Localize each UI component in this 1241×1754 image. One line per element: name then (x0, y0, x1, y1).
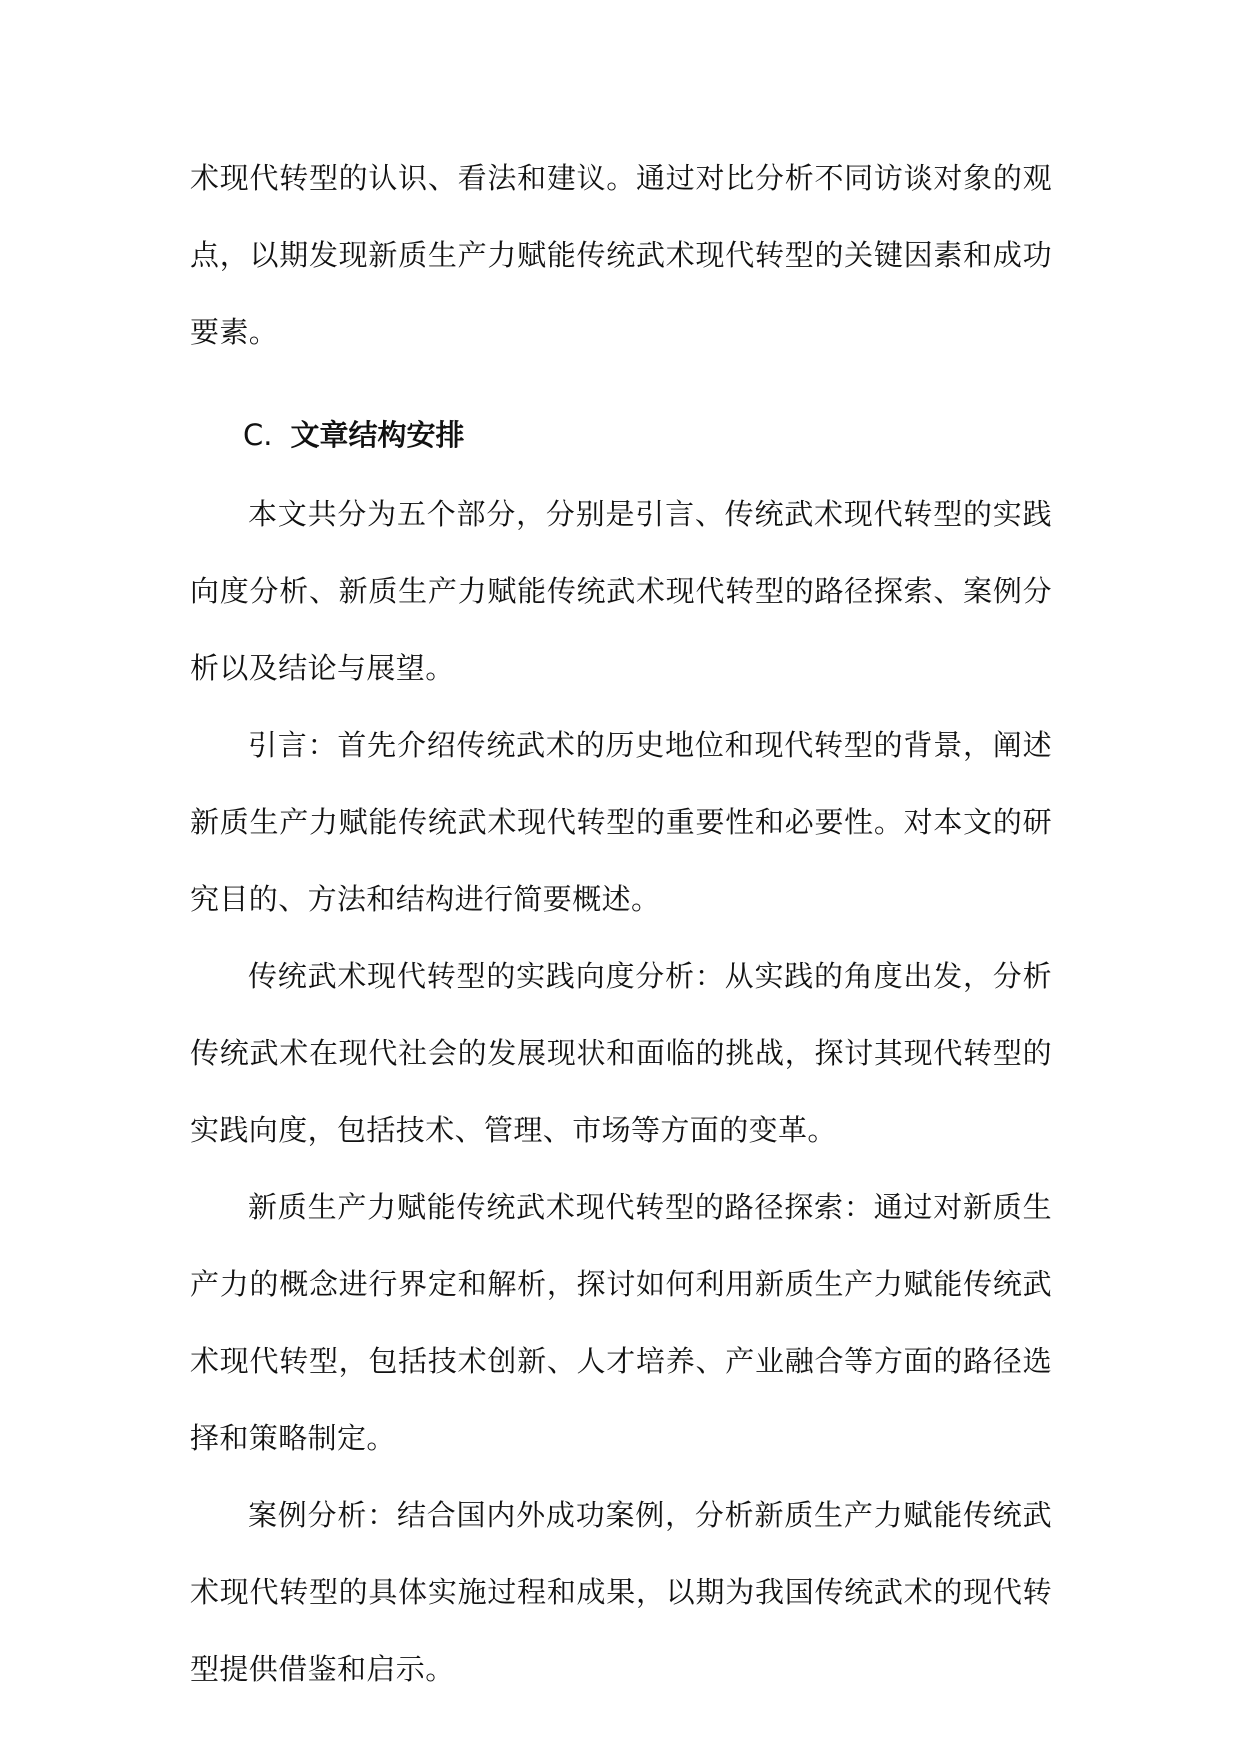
paragraph-case-analysis: 案例分析：结合国内外成功案例，分析新质生产力赋能传统武术现代转型的具体实施过程和成果，以期为我国传统武术的现代转型提供借鉴和启示。 (190, 1498, 1052, 1686)
section-title: 文章结构安排 (290, 418, 465, 452)
paragraph-practice-analysis: 传统武术现代转型的实践向度分析：从实践的角度出发，分析传统武术在现代社会的发展现状和面临的挑战，探讨其现代转型的实践向度，包括技术、管理、市场等方面的变革。 (190, 959, 1052, 1147)
section-heading (190, 399, 1052, 471)
paragraph-introduction: 引言：首先介绍传统武术的历史地位和现代转型的背景，阐述新质生产力赋能传统武术现代转型的重要性和必要性。对本文的研究目的、方法和结构进行简要概述。 (190, 728, 1052, 916)
document-body (190, 140, 1052, 1708)
paragraph-structure-overview: 本文共分为五个部分，分别是引言、传统武术现代转型的实践向度分析、新质生产力赋能传统武术现代转型的路径探索、案例分析以及结论与展望。 (190, 497, 1052, 685)
section-number: C. (243, 418, 273, 452)
paragraph-path-exploration: 新质生产力赋能传统武术现代转型的路径探索：通过对新质生产力的概念进行界定和解析，探讨如何利用新质生产力赋能传统武术现代转型，包括技术创新、人才培养、产业融合等方面的路径选择和策略制定。 (190, 1190, 1052, 1455)
continued-paragraph: 术现代转型的认识、看法和建议。通过对比分析不同访谈对象的观点，以期发现新质生产力赋能传统武术现代转型的关键因素和成功要素。 (190, 161, 1052, 349)
